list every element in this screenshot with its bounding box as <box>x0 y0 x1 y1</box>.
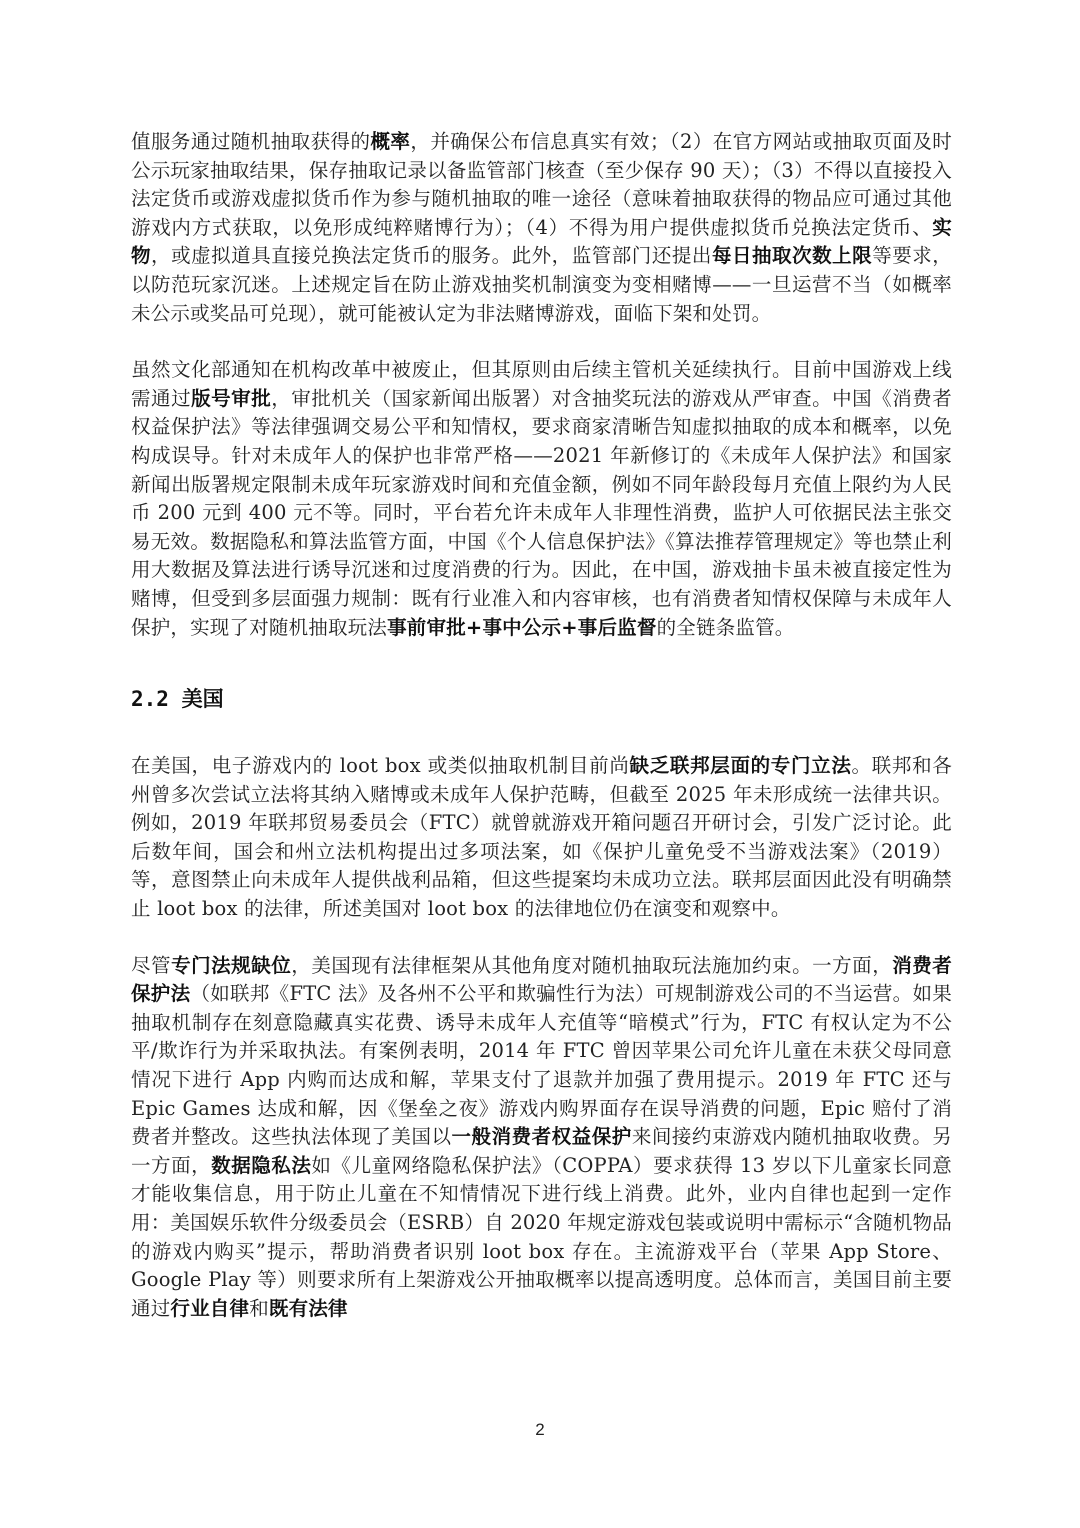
bold-emphasis: 每日抽取次数上限 <box>711 244 873 268</box>
bold-emphasis: 一般消费者权益保护 <box>451 1125 632 1149</box>
text-run: 来间接约束游戏内随机抽取收费。另一方面， <box>131 1125 952 1177</box>
text-run: ，并确保公布信息真实有效；（2）在官方网站或抽取页面及时公示玩家抽取结果，保存抽取记录以备监管部门核查（至少保存 90 天）；（3）不得以直接投入法定货币或游戏虚拟货币作为参与随机抽取的唯一途径（意味着抽取获得的物品应可通过其他游戏内方式获取，以免形成纯粹赌博行为）；（4）不得为用户提供虚拟货币兑换法定货币、 <box>131 130 952 239</box>
paragraph-us-no-federal-law <box>131 752 952 924</box>
bold-emphasis: 缺乏联邦层面的专门立法 <box>629 754 852 778</box>
bold-emphasis: 版号审批 <box>191 386 272 410</box>
bold-emphasis: 数据隐私法 <box>211 1153 312 1177</box>
paragraph-gap <box>131 924 952 952</box>
section-number: 2.2 <box>131 687 169 712</box>
bold-emphasis: 实物 <box>131 215 952 268</box>
text-run: 值服务通过随机抽取获得的 <box>131 130 371 153</box>
bold-emphasis: 专门法规缺位 <box>171 953 292 977</box>
text-run: 虽然文化部通知在机构改革中被废止，但其原则由后续主管机关延续执行。目前中国游戏上线需通过 <box>131 358 952 410</box>
text-run: 如《儿童网络隐私保护法》（COPPA）要求获得 13 岁以下儿童家长同意才能收集信息，用于防止儿童在不知情情况下进行线上消费。此外，业内自律也起到一定作用：美国娱乐软件分级委员会（ESRB）自 2020 年规定游戏包装或说明中需标示“含随机物品的游戏内购买”提示，帮助消费者识别 loot box 存在。主流游戏平台（苹果 App Store、Google Play 等）则要求所有上架游戏公开抽取概率以提高透明度。总体而言，美国目前主要通过 <box>131 1153 952 1320</box>
text-run: ，或虚拟道具直接兑换法定货币的服务。此外，监管部门还提出 <box>151 244 712 268</box>
paragraph-china-regulation-rules <box>131 128 952 328</box>
section-gap <box>131 642 952 684</box>
document-page <box>131 128 952 1323</box>
text-run: （如联邦《FTC 法》及各州不公平和欺骗性行为法）可规制游戏公司的不当运营。如果抽取机制存在刻意隐藏真实花费、诱导未成年人充值等“暗模式”行为，FTC 有权认定为不公平/欺诈行为并采取执法。有案例表明，2014 年 FTC 曾因苹果公司允许儿童在未获父母同意情况下进行 App 内购而达成和解，苹果支付了退款并加强了费用提示。2019 年 FTC 还与 Epic Games 达成和解，因《堡垒之夜》游戏内购界面存在误导消费的问题，Epic 赔付了消费者并整改。这些执法体现了美国以 <box>131 982 953 1149</box>
paragraph-china-regulation-summary <box>131 356 952 642</box>
text-run: ，美国现有法律框架从其他角度对随机抽取玩法施加约束。一方面， <box>291 953 893 977</box>
text-run: 等要求，以防范玩家沉迷。上述规定旨在防止游戏抽奖机制演变为变相赌博——一旦运营不当（如概率未公示或奖品可兑现），就可能被认定为非法赌博游戏，面临下架和处罚。 <box>131 244 952 325</box>
bold-emphasis: 既有法律 <box>268 1296 348 1320</box>
paragraph-gap <box>131 328 952 356</box>
bold-emphasis: 事前审批+事中公示+事后监督 <box>387 615 657 639</box>
text-run: 尽管 <box>131 953 172 977</box>
bold-emphasis: 行业自律 <box>170 1296 250 1320</box>
section-title: 美国 <box>181 687 224 712</box>
text-run: 。联邦和各州曾多次尝试立法将其纳入赌博或未成年人保护范畴，但截至 2025 年未形成统一法律共识。例如，2019 年联邦贸易委员会（FTC）就曾就游戏开箱问题召开研讨会，引发广泛讨论。此后数年间，国会和州立法机构提出过多项法案，如《保护儿童免受不当游戏法案》（2019）等，意图禁止向未成年人提供战利品箱，但这些提案均未成功立法。联邦层面因此没有明确禁止 loot box 的法律，所述美国对 loot box 的法律地位仍在演变和观察中。 <box>131 754 952 921</box>
bold-emphasis: 消费者保护法 <box>131 953 952 1006</box>
section-gap <box>131 714 952 752</box>
text-run: 的全链条监管。 <box>656 615 795 639</box>
text-run: ，审批机关（国家新闻出版署）对含抽奖玩法的游戏从严审查。中国《消费者权益保护法》等法律强调交易公平和知情权，要求商家清晰告知虚拟抽取的成本和概率，以免构成误导。针对未成年人的保护也非常严格——2021 年新修订的《未成年人保护法》和国家新闻出版署规定限制未成年玩家游戏时间和充值金额，例如不同年龄段每月充值上限约为人民币 200 元到 400 元不等。同时，平台若允许未成年人非理性消费，监护人可依据民法主张交易无效。数据隐私和算法监管方面，中国《个人信息保护法》《算法推荐管理规定》等也禁止利用大数据及算法进行诱导沉迷和过度消费的行为。因此，在中国，游戏抽卡虽未被直接定性为赌博，但受到多层面强力规制：既有行业准入和内容审核，也有消费者知情权保障与未成年人保护，实现了对随机抽取玩法 <box>131 386 952 639</box>
section-heading <box>131 684 952 714</box>
bold-emphasis: 概率 <box>370 130 411 153</box>
text-run: 在美国，电子游戏内的 loot box 或类似抽取机制目前尚 <box>131 754 630 778</box>
page-number: 2 <box>535 1420 545 1439</box>
text-run: 和 <box>249 1296 269 1320</box>
paragraph-us-existing-framework <box>131 952 952 1324</box>
